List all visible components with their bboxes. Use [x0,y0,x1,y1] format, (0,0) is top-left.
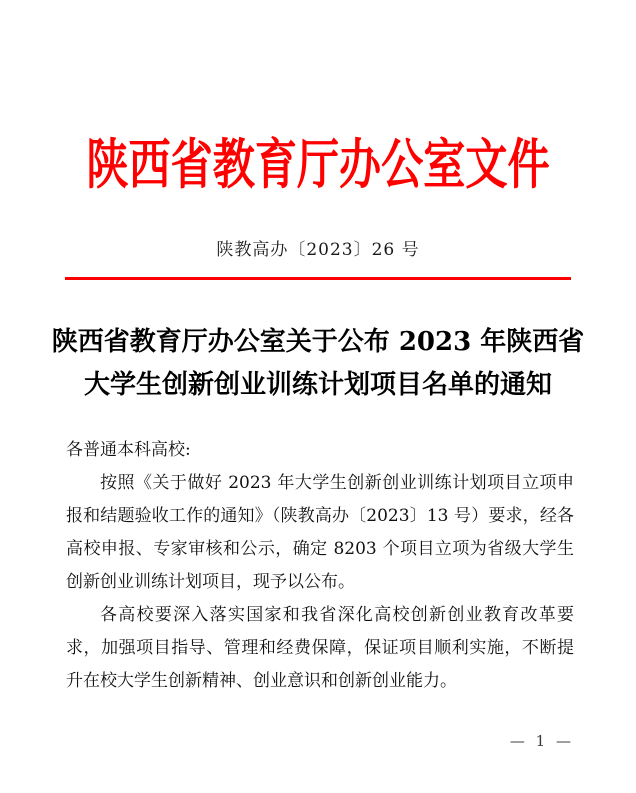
red-divider-line [65,277,571,280]
body-paragraph-1: 按照《关于做好 2023 年大学生创新创业训练计划项目立项申报和结题验收工作的通知》（陕教高办〔2023〕13 号）要求，经各高校申报、专家审核和公示，确定 8203 个项目立项为省级大学生创新创业训练计划项目，现予以公布。 [66,473,574,592]
document-number: 陕教高办〔2023〕26 号 [216,240,420,260]
document-title [0,321,636,407]
body-paragraph-2: 各高校要深入落实国家和我省深化高校创新创业教育改革要求，加强项目指导、管理和经费保障，保证项目顺利实施，不断提升在校大学生创新精神、创业意识和创新创业能力。 [66,605,574,691]
document-title-line1: 陕西省教育厅办公室关于公布 2023 年陕西省 [51,327,585,357]
document-body [66,434,574,698]
salutation: 各普通本科高校: [66,440,191,460]
document-title-line2: 大学生创新创业训练计划项目名单的通知 [83,370,552,400]
page-number: — 1 — [509,732,574,750]
letterhead-org-title: 陕西省教育厅办公室文件 [86,132,550,196]
